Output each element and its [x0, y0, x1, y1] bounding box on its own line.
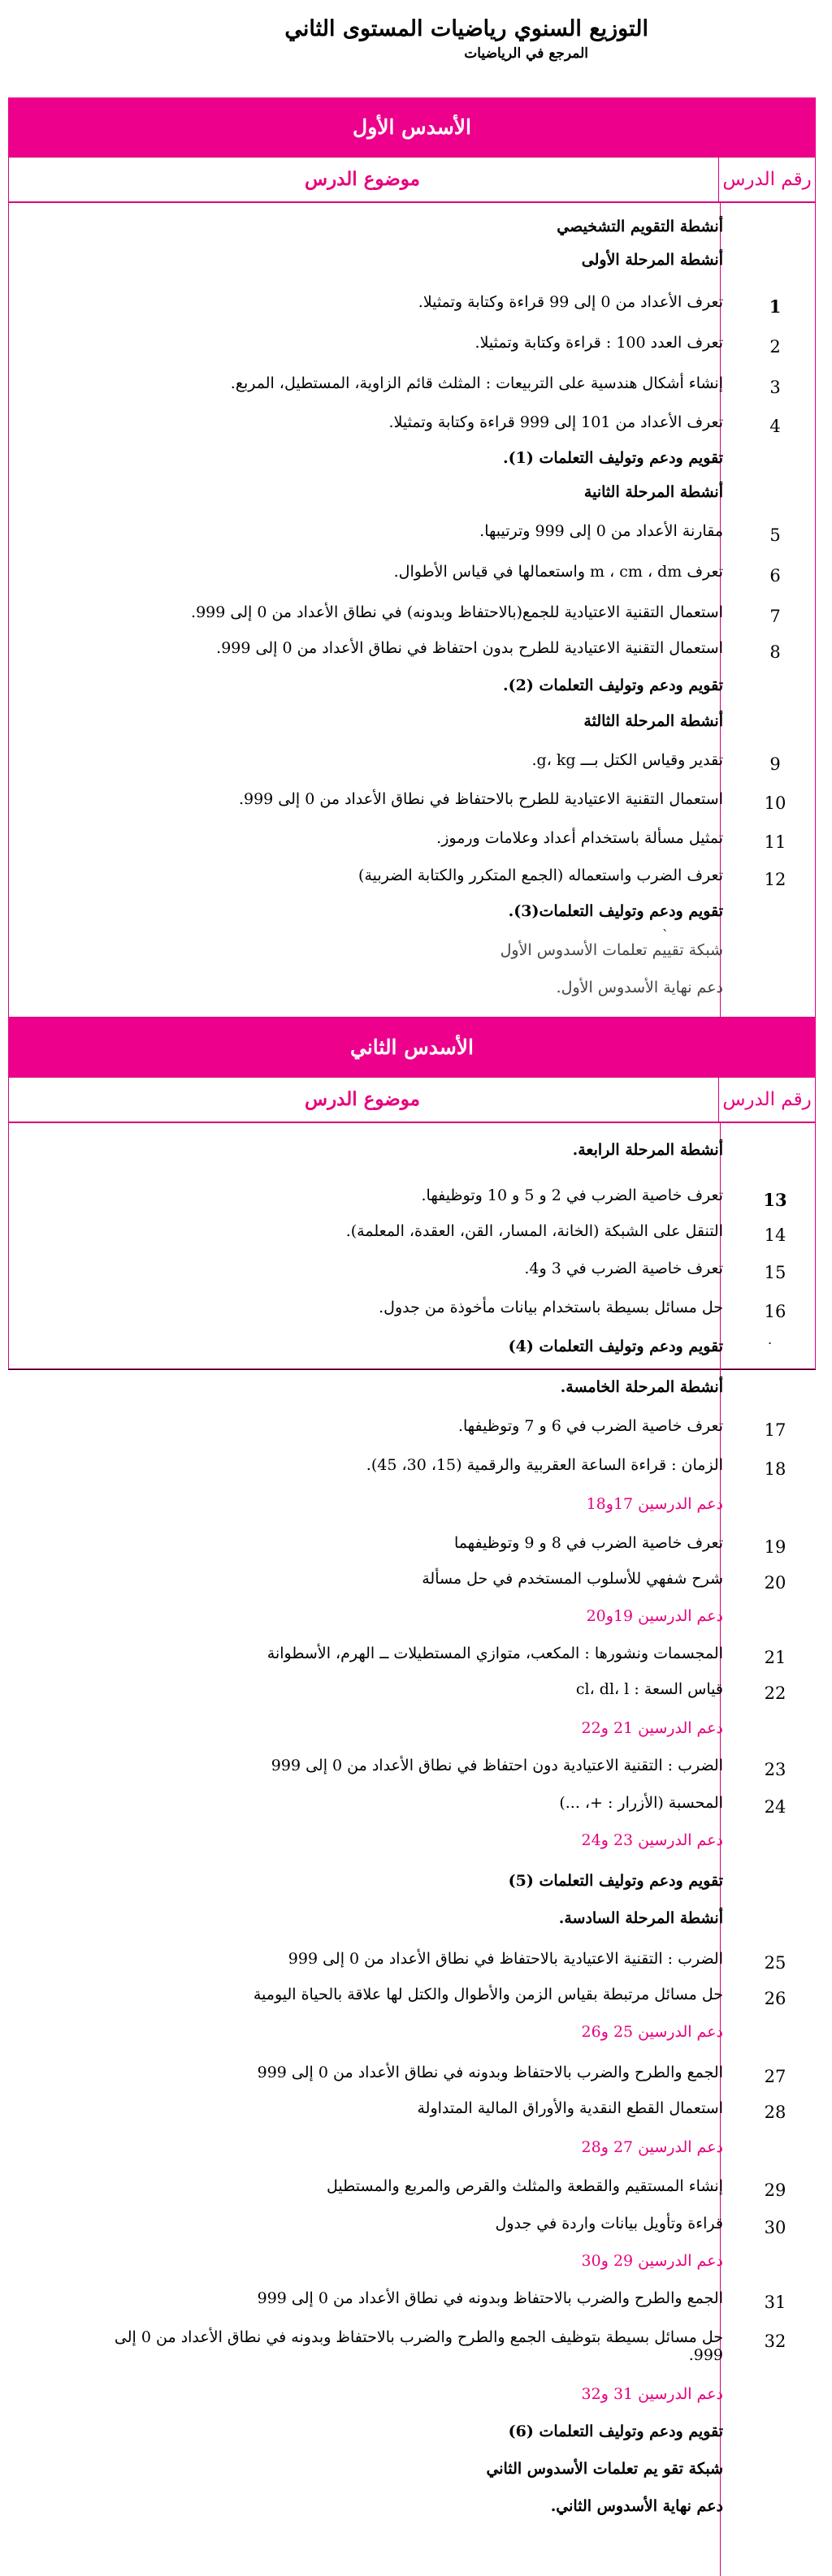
page-title: التوزيع السنوي رياضيات المستوى الثاني [284, 16, 648, 41]
lesson-number: 3 [769, 378, 781, 397]
semester1-column-header [8, 157, 816, 202]
topic-column-header: موضوع الدرس [305, 1088, 420, 1110]
lesson-number: 22 [764, 1683, 786, 1703]
lesson-title: حل مسائل بسيطة بتوظيف الجمع والطرح والضرب بالاحتفاظ وبدونه في نطاق الأعداد من 0 إلى [114, 2328, 723, 2346]
section-label: أنشطة المرحلة الرابعة. [572, 1141, 723, 1159]
section-divider [8, 1369, 816, 1370]
lesson-number: 12 [764, 870, 786, 889]
lesson-title: تقدير وقياس الكتل بـــ g، kg. [531, 751, 723, 769]
lesson-title: الزمان : قراءة الساعة العقربية والرقمية (15، 30، 45). [366, 1456, 723, 1474]
section-label: دعم الدرسين 19و20 [586, 1607, 723, 1625]
lesson-number: 19 [764, 1537, 786, 1557]
lesson-title: المجسمات ونشورها : المكعب، متوازي المستطيلات ــ الهرم، الأسطوانة [266, 1645, 723, 1662]
lesson-number: 21 [764, 1648, 786, 1667]
lesson-number: 16 [764, 1302, 786, 1321]
section-label: تقويم ودعم وتوليف التعلمات (6) [508, 2423, 723, 2440]
lesson-title: حل مسائل مرتبطة بقياس الزمن والأطوال والكتل لها علاقة بالحياة اليومية [253, 1986, 723, 2003]
lesson-title: إنشاء المستقيم والقطعة والمثلث والقرص والمربع والمستطيل [327, 2177, 723, 2195]
lesson-number: 6 [769, 566, 781, 586]
lesson-title: الضرب : التقنية الاعتيادية بالاحتفاظ في نطاق الأعداد من 0 إلى 999 [288, 1950, 723, 1968]
section-label: أنشطة المرحلة الثالثة [583, 712, 723, 730]
semester2-table-a [8, 1122, 816, 1369]
section-label: أنشطة المرحلة الخامسة. [560, 1378, 723, 1396]
semester2-a-column-divider [720, 1122, 721, 1369]
lesson-number: 29 [764, 2181, 786, 2200]
section-label: أنشطة المرحلة السادسة. [558, 1909, 723, 1927]
lesson-number: 30 [764, 2218, 786, 2237]
section-label: دعم نهاية الأسدوس الأول. [556, 979, 723, 996]
lesson-number: 32 [764, 2332, 786, 2351]
lesson-title: الجمع والطرح والضرب بالاحتفاظ وبدونه في نطاق الأعداد من 0 إلى 999 [257, 2064, 723, 2081]
lesson-number: 27 [764, 2067, 786, 2086]
page-subtitle: المرجع في الرياضيات [464, 45, 588, 62]
section-label: أنشطة المرحلة الثانية [583, 483, 723, 501]
section-label: 999. [688, 2346, 723, 2364]
lesson-number: 7 [769, 607, 781, 626]
semester2-column-header [8, 1077, 816, 1122]
lesson-number: 17 [764, 1420, 786, 1440]
lesson-number: 24 [764, 1797, 786, 1817]
lesson-title: تعرف الضرب واستعماله (الجمع المتكرر والكتابة الضربية) [358, 867, 723, 884]
semester2-banner: الأسدس الثاني [8, 1018, 816, 1077]
lesson-title: مقارنة الأعداد من 0 إلى 999 وترتيبها. [479, 522, 723, 540]
lesson-number: 13 [763, 1190, 787, 1210]
lesson-number: 4 [769, 417, 781, 436]
section-label: شبكة تقو يم تعلمات الأسدوس الثاني [486, 2460, 723, 2478]
lesson-title: المحسبة (الأزرار : +، ...) [559, 1794, 723, 1812]
lesson-title: قراءة وتأويل بيانات واردة في جدول [495, 2215, 723, 2232]
section-label: تقويم ودعم وتوليف التعلمات (1). [503, 449, 723, 467]
lesson-title: الضرب : التقنية الاعتيادية دون احتفاظ في نطاق الأعداد من 0 إلى 999 [271, 1757, 723, 1774]
section-label: دعم الدرسين 25 و26 [581, 2023, 723, 2041]
topic-column-header: موضوع الدرس [305, 168, 420, 190]
stray-mark: ` [662, 927, 669, 943]
lesson-number: 15 [764, 1263, 786, 1282]
number-column-header: رقم الدرس [718, 158, 815, 201]
lesson-number: 23 [764, 1760, 786, 1779]
lesson-number: 11 [764, 832, 786, 852]
lesson-number: 2 [769, 337, 781, 357]
lesson-number: 31 [764, 2293, 786, 2312]
lesson-title: استعمال التقنية الاعتيادية للطرح بدون احتفاظ في نطاق الأعداد من 0 إلى 999. [216, 639, 723, 657]
lesson-number: 18 [764, 1459, 786, 1479]
lesson-number: 20 [764, 1573, 786, 1593]
lesson-title: تعرف m ، cm ، dm واستعمالها في قياس الأطوال. [393, 563, 723, 581]
lesson-number: 5 [769, 525, 781, 545]
lesson-number: 9 [769, 754, 781, 774]
lesson-number: 1 [769, 296, 782, 317]
lesson-title: قياس السعة : cl، dl، l [575, 1680, 723, 1698]
lesson-title: تعرف خاصية الضرب في 6 و 7 وتوظيفها. [457, 1417, 723, 1435]
section-label: دعم الدرسين 23 و24 [581, 1831, 723, 1849]
section-label: أنشطة التقويم التشخيصي [557, 218, 723, 236]
lesson-title: حل مسائل بسيطة باستخدام بيانات مأخوذة من جدول. [379, 1299, 723, 1316]
lesson-title: تعرف العدد 100 : قراءة وكتابة وتمثيلا. [474, 334, 723, 352]
number-column-header: رقم الدرس [718, 1078, 815, 1122]
section-label: تقويم ودعم وتوليف التعلمات (5) [508, 1872, 723, 1890]
lesson-title: استعمال القطع النقدية والأوراق المالية المتداولة [417, 2099, 723, 2117]
lesson-title: التنقل على الشبكة (الخانة، المسار، القن، العقدة، المعلمة). [345, 1222, 723, 1240]
section-label: تقويم ودعم وتوليف التعلمات (2). [503, 676, 723, 694]
section-label: دعم الدرسين 17و18 [586, 1495, 723, 1513]
lesson-title: تعرف خاصية الضرب في 8 و 9 وتوظيفهما [454, 1534, 723, 1552]
lesson-number: 28 [764, 2103, 786, 2122]
stray-mark: . [768, 1332, 773, 1347]
lesson-title: تعرف الأعداد من 101 إلى 999 قراءة وكتابة وتمثيلا. [388, 413, 723, 431]
lesson-title: الجمع والطرح والضرب بالاحتفاظ وبدونه في نطاق الأعداد من 0 إلى 999 [257, 2289, 723, 2307]
lesson-title: استعمال التقنية الاعتيادية للطرح بالاحتفاظ في نطاق الأعداد من 0 إلى 999. [238, 790, 723, 808]
lesson-title: استعمال التقنية الاعتيادية للجمع(بالاحتفاظ وبدونه) في نطاق الأعداد من 0 إلى 999. [191, 603, 723, 621]
lesson-number: 10 [764, 793, 786, 813]
lesson-number: 26 [764, 1989, 786, 2008]
section-label: دعم نهاية الأسدوس الثاني. [550, 2497, 723, 2515]
lesson-title: تمثيل مسألة باستخدام أعداد وعلامات ورموز. [436, 829, 723, 847]
semester1-banner: الأسدس الأول [8, 97, 816, 157]
lesson-title: شرح شفهي للأسلوب المستخدم في حل مسألة [422, 1570, 723, 1588]
lesson-title: إنشاء أشكال هندسية على التربيعات : المثلث قائم الزاوية، المستطيل، المربع. [230, 374, 723, 392]
section-label: دعم الدرسين 27 و28 [581, 2138, 723, 2156]
section-label: أنشطة المرحلة الأولى [581, 251, 723, 269]
section-label: شبكة تقييم تعلمات الأسدوس الأول [500, 941, 723, 959]
lesson-title: تعرف خاصية الضرب في 2 و 5 و 10 وتوظيفها. [421, 1186, 723, 1204]
lesson-title: تعرف خاصية الضرب في 3 و4. [524, 1260, 723, 1277]
section-label: تقويم ودعم وتوليف التعلمات(3). [508, 902, 723, 920]
lesson-number: 25 [764, 1953, 786, 1973]
section-label: دعم الدرسين 31 و32 [581, 2385, 723, 2403]
section-label: دعم الدرسين 21 و22 [581, 1719, 723, 1737]
lesson-number: 8 [769, 642, 781, 662]
lesson-number: 14 [764, 1225, 786, 1245]
section-label: تقويم ودعم وتوليف التعلمات (4) [508, 1338, 723, 1355]
lesson-title: تعرف الأعداد من 0 إلى 99 قراءة وكتابة وتمثيلا. [418, 293, 723, 311]
section-label: دعم الدرسين 29 و30 [581, 2252, 723, 2270]
